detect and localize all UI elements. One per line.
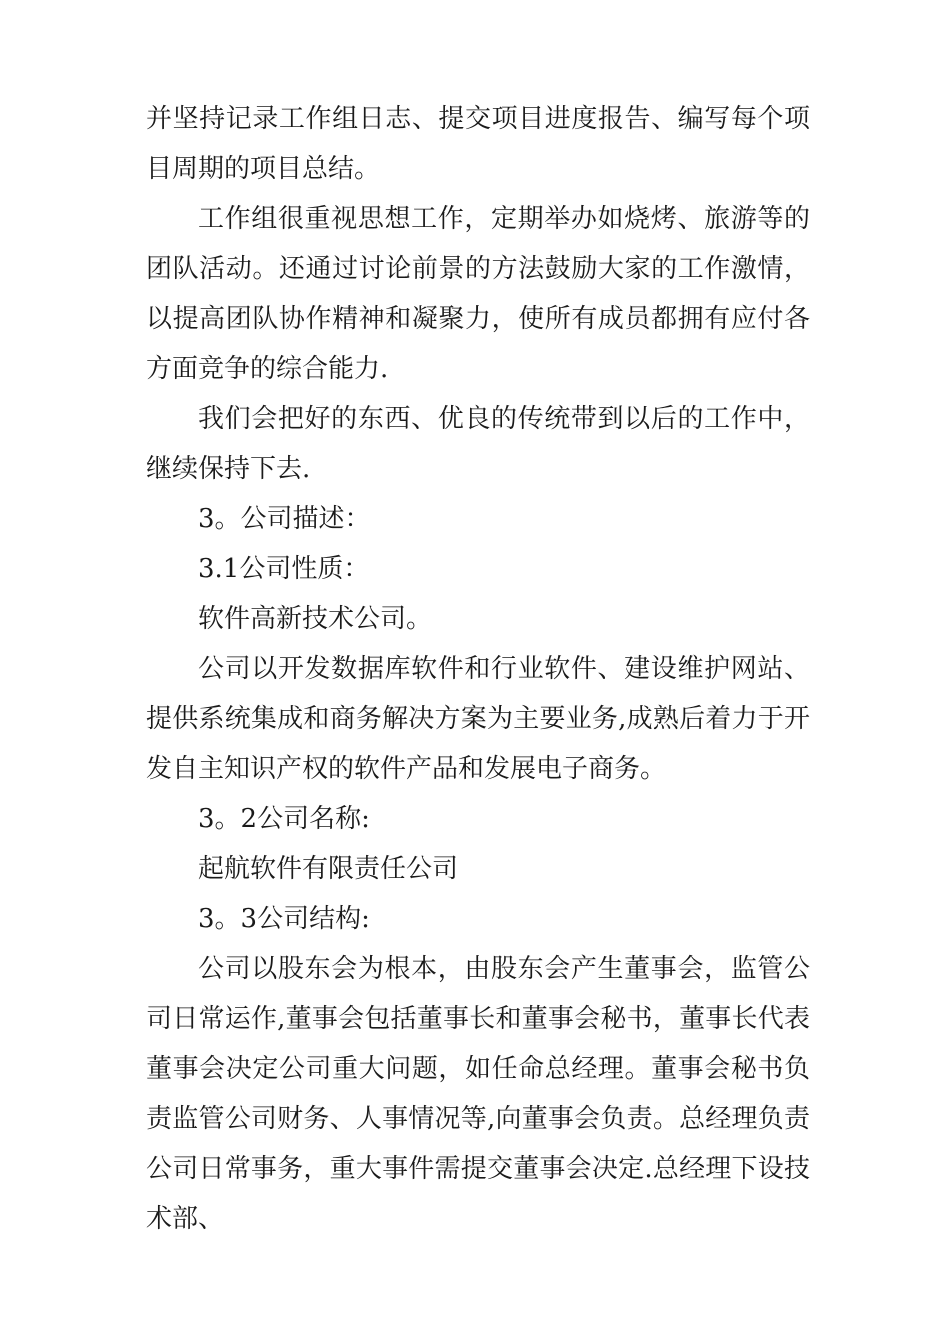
paragraph-team-activities: 工作组很重视思想工作，定期举办如烧烤、旅游等的团队活动。还通过讨论前景的方法鼓励大家的工作激情，以提高团队协作精神和凝聚力，使所有成员都拥有应付各方面竞争的综合能力. — [146, 204, 810, 384]
paragraph-keep-traditions: 我们会把好的东西、优良的传统带到以后的工作中，继续保持下去. — [146, 404, 810, 484]
heading-company-structure: 3。3公司结构: — [198, 904, 370, 934]
paragraph-main-business: 公司以开发数据库软件和行业软件、建设维护网站、提供系统集成和商务解决方案为主要业务,成熟后着力于开发自主知识产权的软件产品和发展电子商务。 — [146, 654, 810, 784]
paragraph-company-name: 起航软件有限责任公司 — [198, 854, 459, 884]
paragraph-work-log: 并坚持记录工作组日志、提交项目进度报告、编写每个项目周期的项目总结。 — [146, 104, 810, 184]
paragraph-company-structure: 公司以股东会为根本，由股东会产生董事会，监管公司日常运作,董事会包括董事长和董事会秘书，董事长代表董事会决定公司重大问题，如任命总经理。董事会秘书负责监管公司财务、人事情况等,向董事会负责。总经理负责公司日常事务，重大事件需提交董事会决定.总经理下设技术部、 — [146, 954, 810, 1234]
paragraph-company-type: 软件高新技术公司。 — [198, 604, 433, 634]
heading-company-description: 3。公司描述： — [198, 504, 371, 534]
heading-company-nature: 3.1公司性质： — [198, 554, 370, 584]
document-body — [146, 94, 810, 1244]
heading-company-name: 3。2公司名称: — [198, 804, 370, 834]
